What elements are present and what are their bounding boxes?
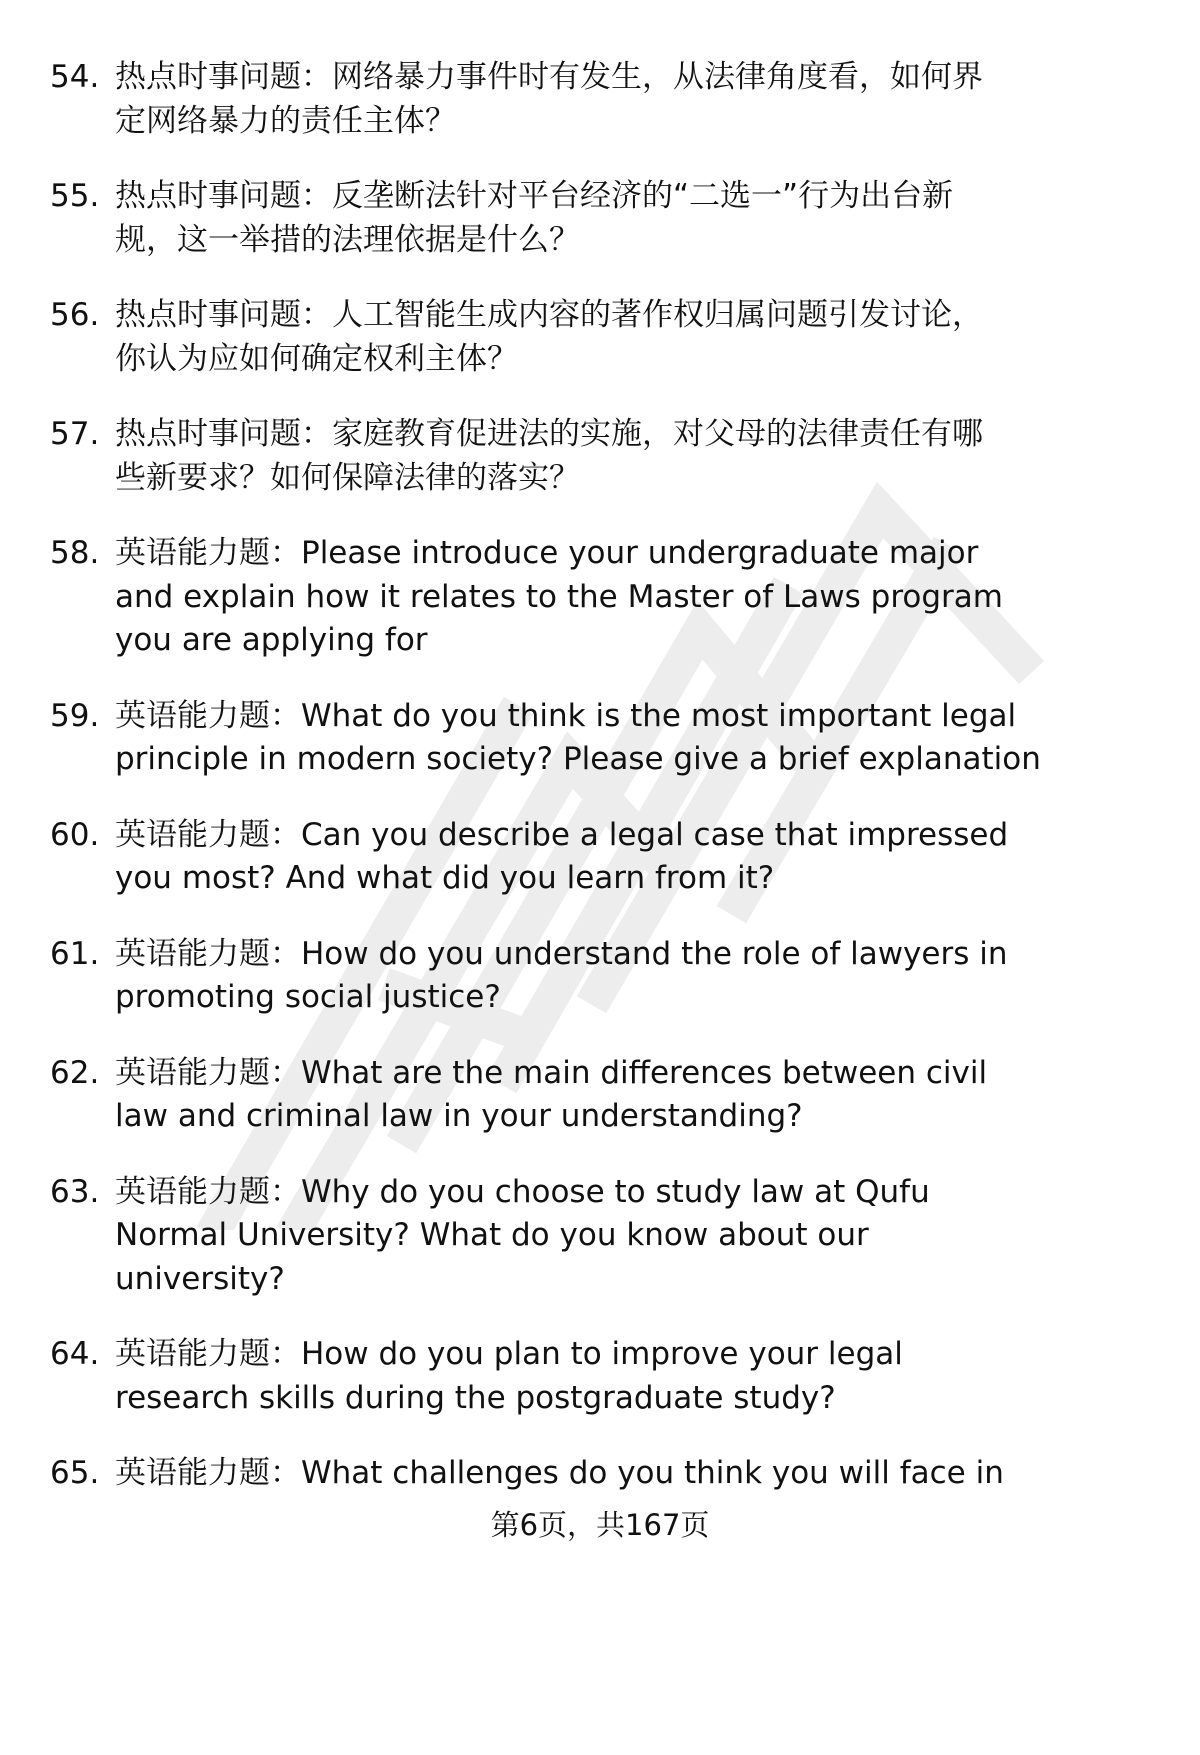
question-number: 55. bbox=[50, 178, 100, 214]
question-line: 你认为应如何确定权利主体？ bbox=[115, 340, 518, 377]
question-item-54 bbox=[0, 56, 1200, 143]
question-number: 64. bbox=[50, 1336, 100, 1372]
question-line: 英语能力题：How do you understand the role of lawyers in bbox=[115, 935, 1008, 972]
question-text bbox=[115, 814, 1160, 901]
question-number: 57. bbox=[50, 416, 100, 452]
question-list bbox=[0, 56, 1200, 1528]
question-line: 英语能力题：What are the main differences between civil bbox=[115, 1054, 988, 1091]
question-number: 60. bbox=[50, 816, 100, 853]
question-line: 英语能力题：Please introduce your undergraduate major bbox=[115, 535, 979, 571]
question-text bbox=[115, 1171, 1160, 1302]
question-number: 54. bbox=[50, 59, 100, 95]
question-text bbox=[115, 1452, 1160, 1496]
question-number: 63. bbox=[50, 1173, 100, 1210]
question-item-64 bbox=[0, 1333, 1200, 1420]
question-line: principle in modern society? Please give a brief explanation bbox=[115, 741, 1041, 777]
question-text bbox=[115, 1333, 1160, 1420]
question-text bbox=[115, 294, 1160, 381]
question-number: 58. bbox=[50, 535, 100, 571]
question-item-65 bbox=[0, 1452, 1200, 1496]
question-number: 61. bbox=[50, 935, 100, 972]
question-line: 英语能力题：Can you describe a legal case that impressed bbox=[115, 816, 1009, 853]
question-item-55 bbox=[0, 175, 1200, 262]
question-line: 英语能力题：How do you plan to improve your legal bbox=[115, 1336, 903, 1372]
question-line: 定网络暴力的责任主体？ bbox=[115, 102, 456, 139]
question-line: you are applying for bbox=[115, 622, 428, 658]
question-item-59 bbox=[0, 695, 1200, 782]
question-line: 热点时事问题：家庭教育促进法的实施，对父母的法律责任有哪 bbox=[115, 416, 983, 452]
question-text bbox=[115, 413, 1160, 500]
question-number: 62. bbox=[50, 1054, 100, 1091]
question-line: research skills during the postgraduate study? bbox=[115, 1379, 836, 1416]
question-item-61 bbox=[0, 933, 1200, 1020]
question-item-56 bbox=[0, 294, 1200, 381]
question-text bbox=[115, 175, 1160, 262]
question-line: you most? And what did you learn from it? bbox=[115, 860, 775, 896]
question-item-63 bbox=[0, 1171, 1200, 1302]
question-item-58 bbox=[0, 532, 1200, 663]
question-text bbox=[115, 56, 1160, 143]
question-item-57 bbox=[0, 413, 1200, 500]
question-line: university? bbox=[115, 1260, 285, 1297]
question-line: 规，这一举措的法理依据是什么？ bbox=[115, 221, 580, 258]
question-line: 英语能力题：What do you think is the most important legal bbox=[115, 697, 1017, 734]
question-line: promoting social justice? bbox=[115, 979, 501, 1015]
question-line: 些新要求？如何保障法律的落实？ bbox=[115, 459, 580, 496]
question-number: 56. bbox=[50, 297, 100, 333]
question-line: 英语能力题：Why do you choose to study law at Qufu bbox=[115, 1173, 930, 1210]
question-text bbox=[115, 532, 1160, 663]
question-line: 热点时事问题：人工智能生成内容的著作权归属问题引发讨论， bbox=[115, 297, 983, 333]
question-text bbox=[115, 695, 1160, 782]
question-number: 65. bbox=[50, 1455, 100, 1491]
question-line: law and criminal law in your understanding? bbox=[115, 1098, 803, 1134]
question-line: 热点时事问题：反垄断法针对平台经济的“二选一”行为出台新 bbox=[115, 178, 954, 214]
question-text bbox=[115, 1052, 1160, 1139]
question-item-60 bbox=[0, 814, 1200, 901]
question-line: 热点时事问题：网络暴力事件时有发生，从法律角度看，如何界 bbox=[115, 59, 983, 95]
question-number: 59. bbox=[50, 697, 100, 734]
question-text bbox=[115, 933, 1160, 1020]
question-line: 英语能力题：What challenges do you think you will face in bbox=[115, 1455, 1004, 1491]
question-item-62 bbox=[0, 1052, 1200, 1139]
question-line: and explain how it relates to the Master of Laws program bbox=[115, 578, 1003, 615]
page-indicator: 第6页，共167页 bbox=[490, 1508, 710, 1542]
question-line: Normal University? What do you know about our bbox=[115, 1217, 869, 1253]
